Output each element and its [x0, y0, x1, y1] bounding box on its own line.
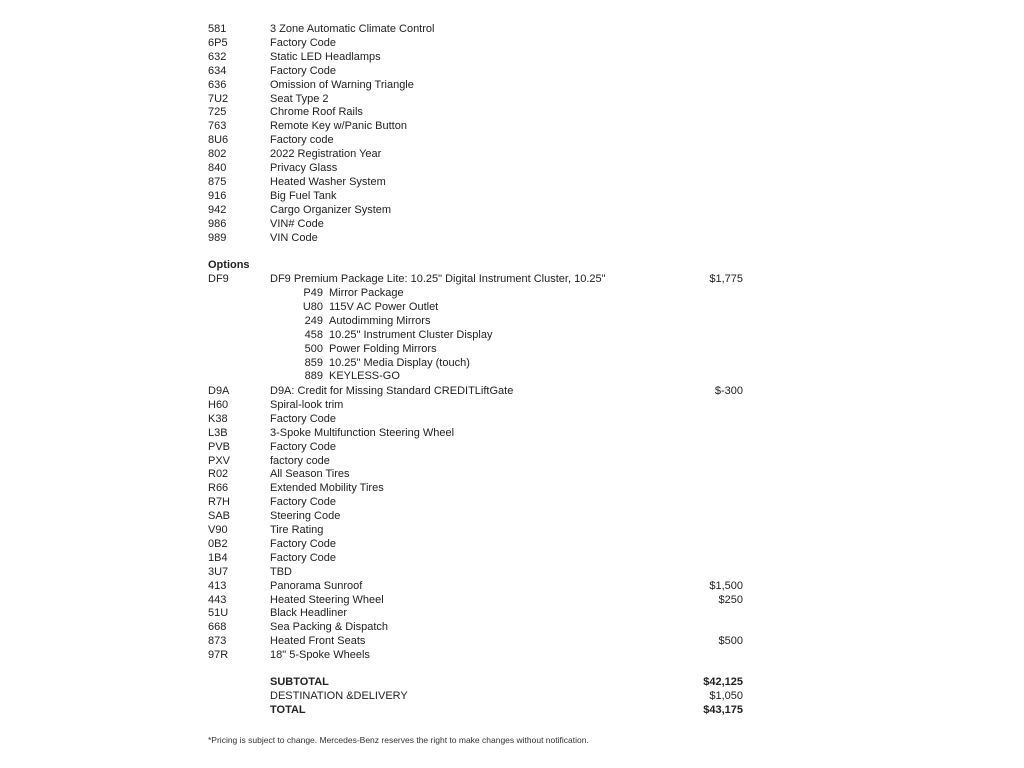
item-description: VIN Code	[270, 231, 318, 244]
item-description: Factory Code	[270, 440, 337, 453]
item-code: 7U2	[208, 92, 229, 105]
package-item-description: 10.25" Media Display (touch)	[329, 356, 470, 369]
item-code: 6P5	[208, 36, 228, 49]
item-description: Tire Rating	[270, 524, 324, 536]
item-price: $-300	[714, 385, 743, 397]
item-code: 668	[208, 621, 227, 634]
package-item	[295, 300, 438, 314]
package-item	[295, 314, 430, 328]
item-description: All Season Tires	[270, 468, 350, 481]
item-code: 632	[208, 50, 227, 63]
item-description: Panorama Sunroof	[270, 579, 363, 592]
item-code: 875	[208, 175, 227, 188]
package-item-code: P49	[303, 287, 323, 299]
item-code: D9A	[208, 385, 230, 397]
package-item-description: KEYLESS-GO	[329, 370, 400, 383]
item-description: Heated Steering Wheel	[270, 593, 384, 606]
item-code: R02	[208, 468, 229, 481]
item-code: 840	[208, 162, 227, 174]
pricing-footnote: *Pricing is subject to change. Mercedes-Benz reserves the right to make changes without notification.	[208, 735, 589, 745]
item-description: Factory Code	[270, 64, 337, 77]
item-description: Heated Front Seats	[270, 635, 366, 648]
item-code: K38	[208, 412, 228, 425]
package-item-code: 500	[304, 342, 323, 355]
item-code: 581	[208, 23, 227, 35]
item-description: 3-Spoke Multifunction Steering Wheel	[270, 426, 455, 439]
package-item-code: 458	[304, 328, 323, 341]
item-price: $500	[718, 635, 743, 648]
item-code: 3U7	[208, 565, 229, 578]
item-description: Omission of Warning Triangle	[270, 78, 414, 91]
item-description: Factory Code	[270, 496, 337, 509]
package-item-description: Autodimming Mirrors	[329, 314, 431, 327]
item-code: 802	[208, 148, 227, 161]
item-code: 8U6	[208, 134, 229, 147]
package-item	[295, 328, 492, 342]
item-code: 634	[208, 64, 227, 77]
item-price: $1,775	[709, 273, 743, 285]
item-description: 3 Zone Automatic Climate Control	[270, 23, 435, 35]
package-item	[295, 356, 470, 370]
item-code: L3B	[208, 426, 228, 439]
destination-label: DESTINATION &DELIVERY	[270, 690, 408, 702]
item-description: Factory Code	[270, 551, 337, 564]
item-description: factory code	[270, 454, 330, 467]
item-price: $250	[718, 593, 743, 606]
item-description: D9A: Credit for Missing Standard CREDITLiftGate	[270, 385, 514, 397]
package-item	[295, 369, 400, 383]
item-code: 989	[208, 231, 227, 244]
package-item-code: 859	[304, 356, 323, 369]
package-item	[295, 286, 404, 300]
package-item-description: Mirror Package	[329, 287, 404, 299]
item-price: $1,500	[709, 579, 743, 592]
item-code: SAB	[208, 510, 231, 523]
item-description: Factory Code	[270, 412, 337, 425]
item-description: Remote Key w/Panic Button	[270, 120, 407, 133]
package-item-description: 115V AC Power Outlet	[329, 300, 439, 313]
subtotal-label: SUBTOTAL	[270, 676, 329, 688]
total-label: TOTAL	[270, 704, 306, 716]
item-description: Cargo Organizer System	[270, 203, 392, 216]
item-code: DF9	[208, 273, 229, 285]
item-code: PXV	[208, 454, 231, 467]
item-description: Steering Code	[270, 510, 341, 523]
options-heading: Options	[208, 259, 250, 271]
item-code: 942	[208, 203, 227, 216]
item-code: 916	[208, 189, 227, 202]
item-description: Privacy Glass	[270, 162, 338, 174]
item-code: 97R	[208, 649, 229, 662]
item-description: VIN# Code	[270, 217, 324, 230]
package-item	[295, 342, 437, 356]
destination-value: $1,050	[709, 690, 743, 702]
item-description: 2022 Registration Year	[270, 148, 382, 161]
item-description: Seat Type 2	[270, 92, 329, 105]
item-code: 413	[208, 579, 227, 592]
item-description: Spiral-look trim	[270, 398, 344, 411]
item-description: Chrome Roof Rails	[270, 106, 363, 119]
package-item-code: U80	[302, 300, 323, 313]
item-description: Sea Packing & Dispatch	[270, 621, 389, 634]
item-description: Black Headliner	[270, 607, 348, 620]
item-description: Extended Mobility Tires	[270, 482, 384, 495]
item-description: Heated Washer System	[270, 175, 386, 188]
item-code: 1B4	[208, 551, 228, 564]
package-item-code: 889	[304, 370, 323, 383]
item-description: 18" 5-Spoke Wheels	[270, 649, 370, 662]
item-code: 636	[208, 78, 227, 91]
item-code: 443	[208, 593, 227, 606]
item-code: 763	[208, 120, 227, 133]
item-description: TBD	[270, 565, 292, 578]
item-code: 0B2	[208, 537, 228, 550]
total-value: $43,175	[703, 704, 743, 716]
item-code: PVB	[208, 440, 231, 453]
item-code: H60	[208, 398, 229, 411]
item-code: R66	[208, 482, 229, 495]
item-description: Factory Code	[270, 36, 337, 49]
item-description: Static LED Headlamps	[270, 50, 381, 63]
item-code: R7H	[208, 496, 231, 509]
item-description: Factory code	[270, 134, 334, 147]
package-item-description: 10.25" Instrument Cluster Display	[329, 328, 493, 341]
item-code: V90	[208, 524, 228, 536]
item-description: Factory Code	[270, 537, 337, 550]
package-item-code: 249	[304, 314, 323, 327]
subtotal-value: $42,125	[703, 676, 743, 688]
item-code: 725	[208, 106, 227, 119]
item-code: 51U	[208, 607, 229, 620]
item-code: 873	[208, 635, 227, 648]
item-description: DF9 Premium Package Lite: 10.25" Digital Instrument Cluster, 10.25"	[270, 273, 606, 285]
package-item-description: Power Folding Mirrors	[329, 342, 437, 355]
item-code: 986	[208, 217, 227, 230]
item-description: Big Fuel Tank	[270, 189, 337, 202]
